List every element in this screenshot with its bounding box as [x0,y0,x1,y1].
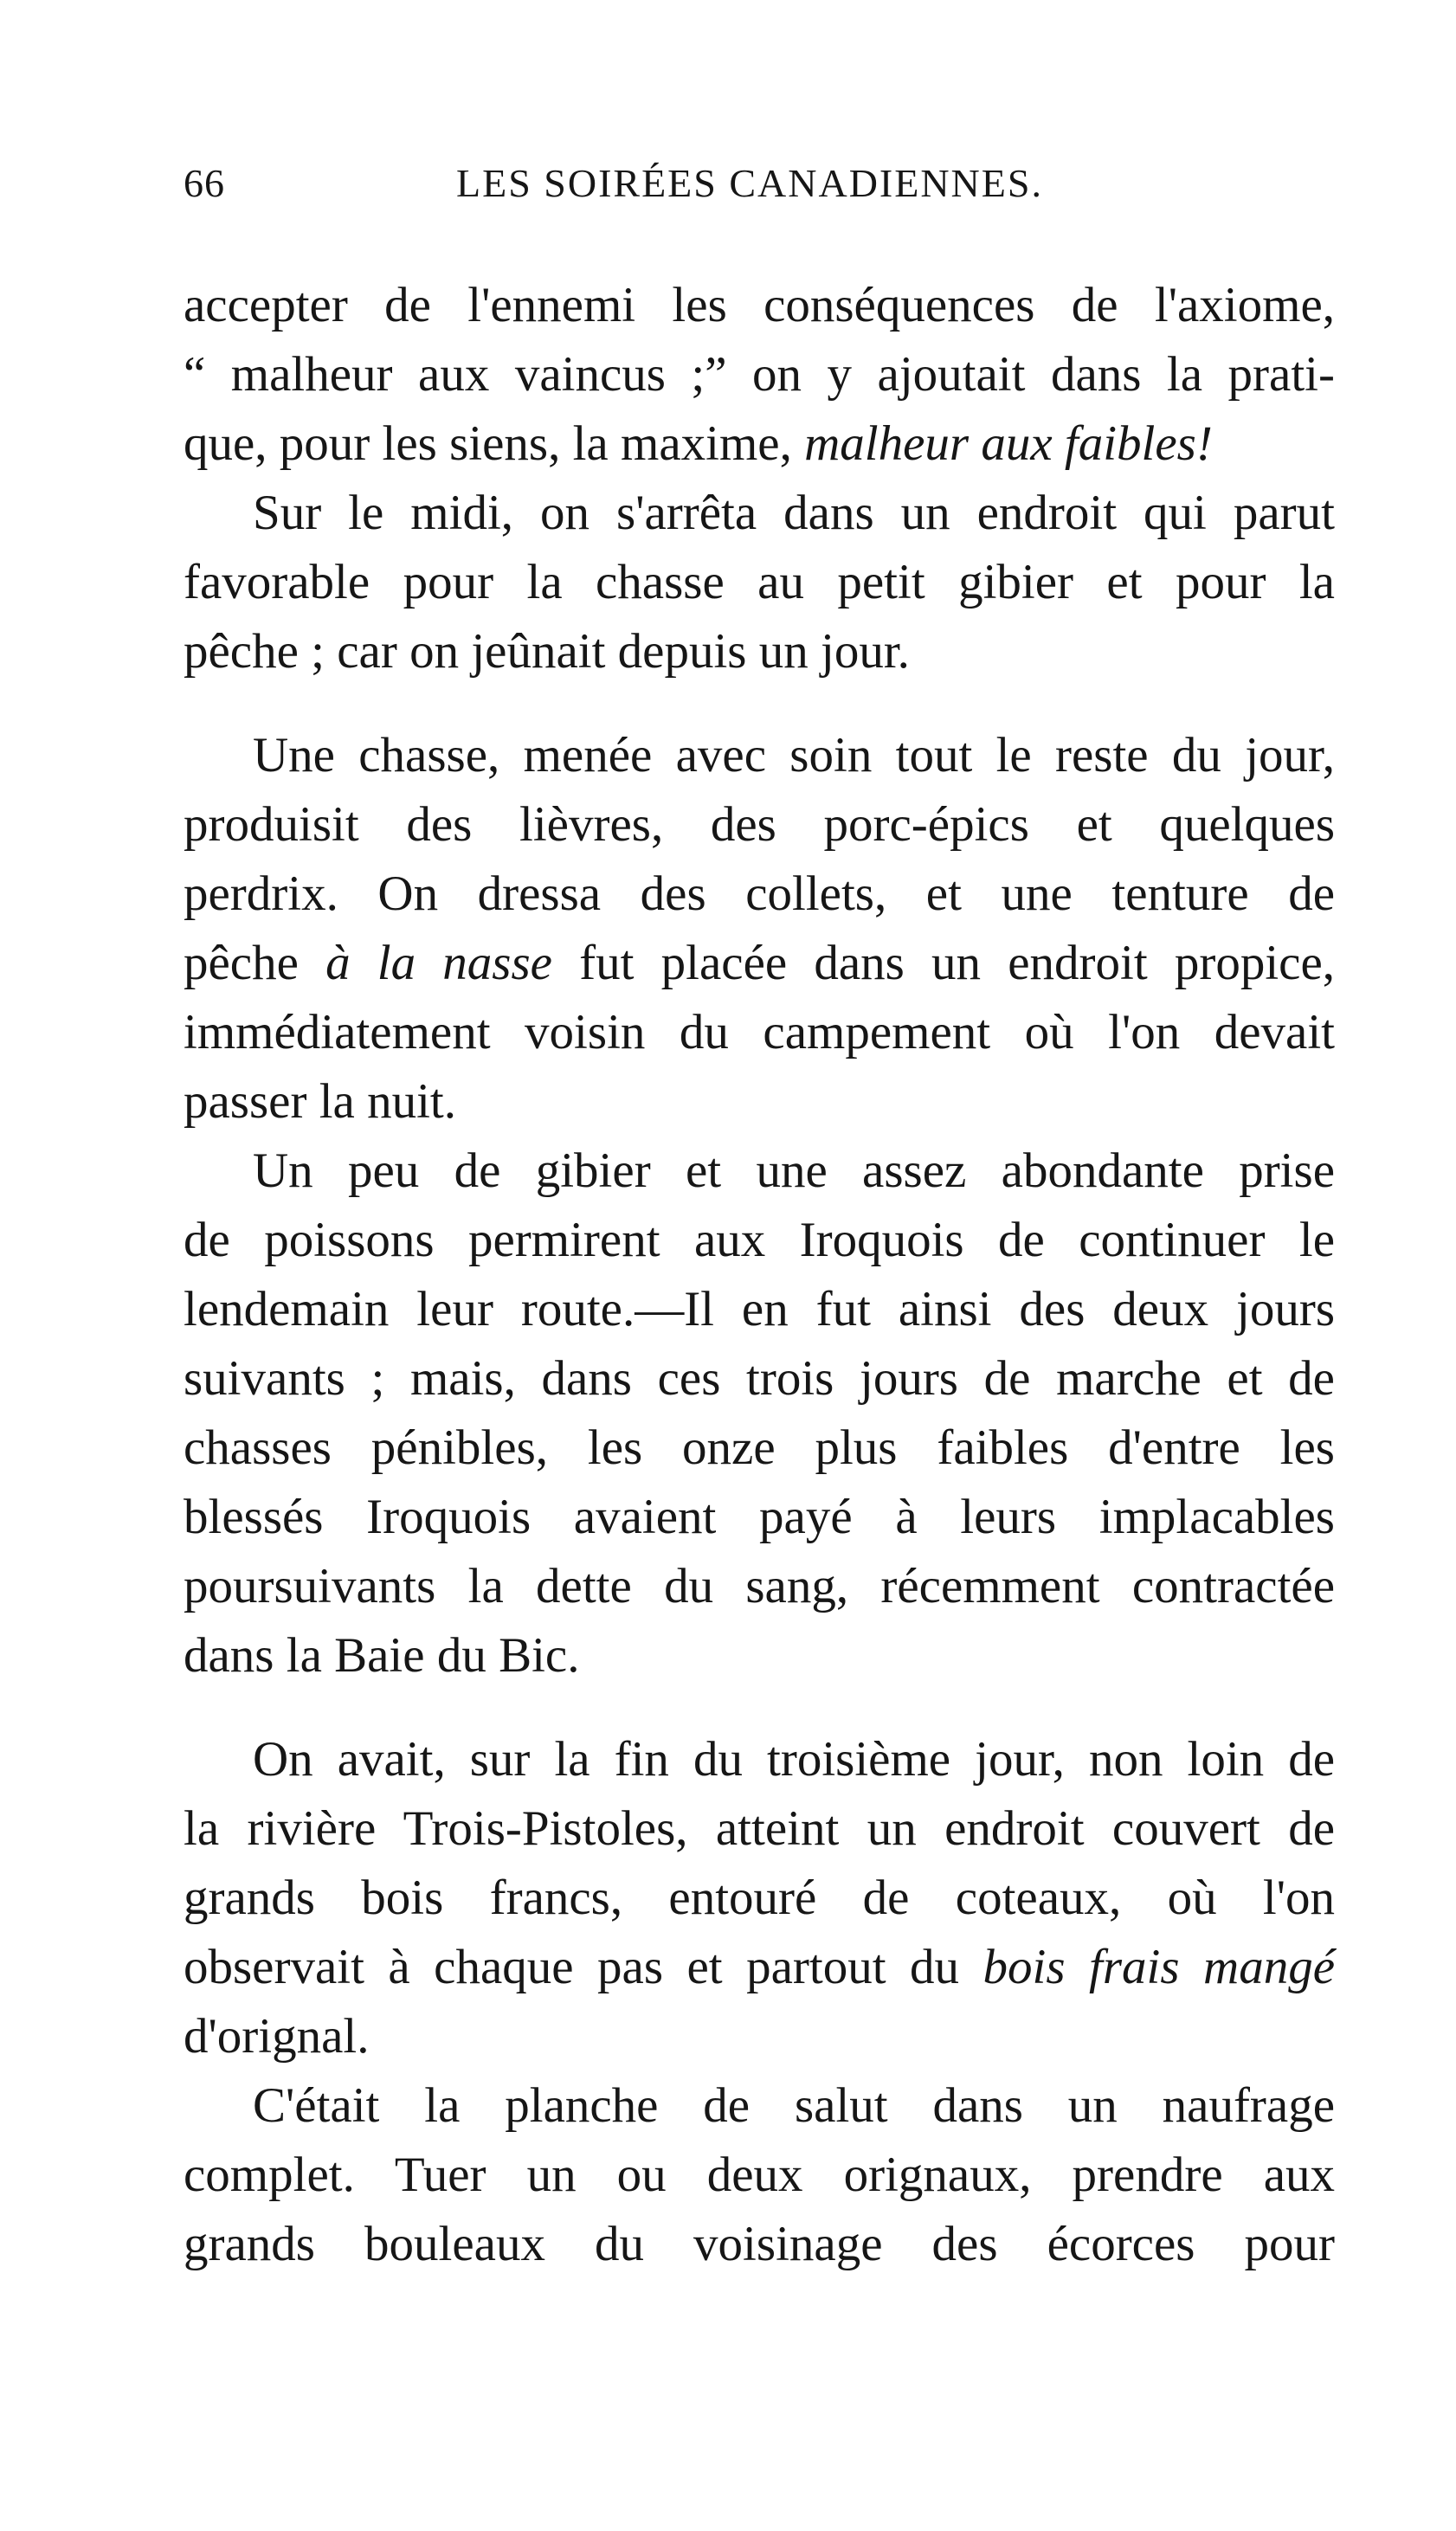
text-line: “ malheur aux vaincus ;” on y ajoutait dans la prati- [184,347,1335,402]
text-line: chasses pénibles, les onze plus faibles d'entre les [184,1420,1335,1475]
text-line: pêche ; car on jeûnait depuis un jour. [184,624,910,679]
page-number: 66 [184,161,225,205]
text-line: poursuivants la dette du sang, récemment contractée [184,1559,1335,1613]
text-line: grands bois francs, entouré de coteaux, où l'on [184,1871,1335,1925]
text-line: favorable pour la chasse au petit gibier et pour la [184,555,1335,609]
text-line: d'orignal. [184,2009,370,2064]
text-line: complet. Tuer un ou deux orignaux, prendre aux [184,2148,1335,2202]
italic-phrase: à la nasse [325,936,552,990]
text-line: blessés Iroquois avaient payé à leurs implacables [184,1490,1335,1544]
text-line: passer la nuit. [184,1074,457,1129]
text-line: grands bouleaux du voisinage des écorces pour [184,2217,1335,2271]
text-line [184,933,1335,994]
text-line: On avait, sur la fin du troisième jour, non loin de [253,1732,1335,1787]
running-title: LES SOIRÉES CANADIENNES. [456,161,1043,205]
running-head [184,160,1335,212]
text-line: immédiatement voisin du campement où l'on devait [184,1005,1335,1059]
text-line [184,1937,1335,1998]
text-line: Sur le midi, on s'arrêta dans un endroit qui parut [253,486,1335,540]
text-segment: que, pour les siens, la maxime, [184,416,792,471]
text-line: Une chasse, menée avec soin tout le reste du jour, [253,728,1335,782]
italic-phrase: malheur aux faibles! [804,416,1213,471]
text-line: de poissons permirent aux Iroquois de continuer le [184,1213,1335,1267]
italic-phrase: bois frais mangé [982,1940,1335,1994]
text-line: perdrix. On dressa des collets, et une tenture de [184,866,1335,921]
text-segment: fut placée dans un endroit propice, [579,936,1336,990]
text-segment: observait à chaque pas et partout du [184,1940,960,1994]
text-line: suivants ; mais, dans ces trois jours de marche et de [184,1351,1335,1406]
text-line: dans la Baie du Bic. [184,1628,580,1683]
text-segment: pêche [184,936,299,990]
text-line [184,414,1335,474]
text-line: Un peu de gibier et une assez abondante prise [253,1143,1335,1198]
text-line: lendemain leur route.—Il en fut ainsi des deux jours [184,1282,1335,1336]
text-line: produisit des lièvres, des porc-épics et quelques [184,797,1335,852]
text-line: la rivière Trois-Pistoles, atteint un endroit couvert de [184,1801,1335,1856]
text-line: C'était la planche de salut dans un naufrage [253,2078,1335,2133]
text-line: accepter de l'ennemi les conséquences de l'axiome, [184,278,1335,332]
